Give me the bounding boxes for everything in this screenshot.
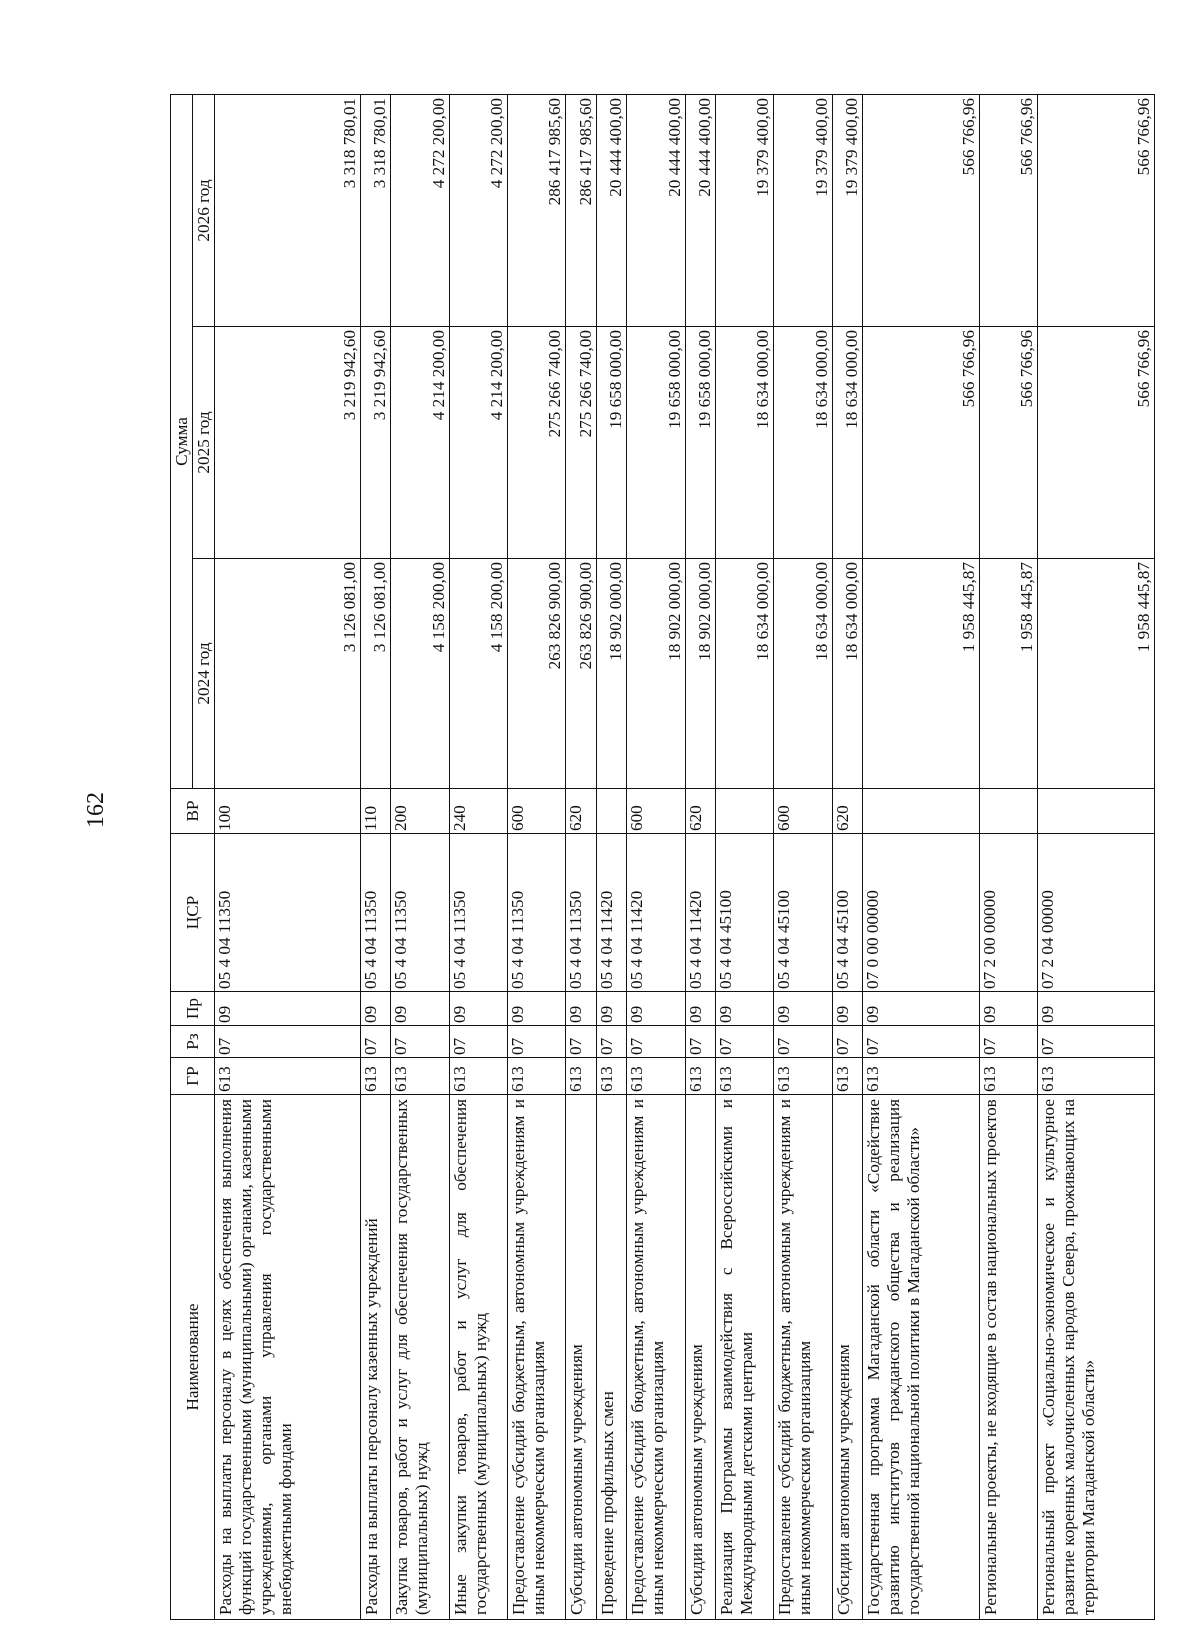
- table-row: [391, 94, 449, 1619]
- row-pr: 09: [627, 992, 685, 1026]
- table-row: [979, 94, 1037, 1619]
- row-name: Субсидии автономным учреждениям: [832, 1095, 862, 1620]
- row-sum-2026: 566 766,96: [1038, 94, 1155, 326]
- row-rz: 07: [596, 1026, 626, 1058]
- header-name: Наименование: [171, 1095, 215, 1620]
- row-sum-2026: 19 379 400,00: [832, 94, 862, 326]
- row-sum-2024: 263 826 900,00: [566, 559, 596, 789]
- row-rz: 07: [391, 1026, 449, 1058]
- row-gr: 613: [716, 1058, 774, 1095]
- page-number: 162: [83, 792, 109, 828]
- row-gr: 613: [1038, 1058, 1155, 1095]
- row-csr: 07 2 04 00000: [1038, 834, 1155, 992]
- row-sum-2026: 20 444 400,00: [627, 94, 685, 326]
- row-vr: 600: [627, 789, 685, 834]
- row-name: Субсидии автономным учреждениям: [566, 1095, 596, 1620]
- row-sum-2025: 18 634 000,00: [716, 327, 774, 559]
- row-name: Расходы на выплаты персоналу казенных учреждений: [360, 1095, 390, 1620]
- table-row: [215, 94, 361, 1619]
- table-row: [627, 94, 685, 1619]
- table-row: [566, 94, 596, 1619]
- row-sum-2024: 4 158 200,00: [449, 559, 507, 789]
- row-sum-2026: 3 318 780,01: [215, 94, 361, 326]
- row-sum-2025: 3 219 942,60: [360, 327, 390, 559]
- row-pr: 09: [832, 992, 862, 1026]
- row-csr: 05 4 04 11350: [507, 834, 565, 992]
- row-vr: 600: [774, 789, 832, 834]
- row-vr: [979, 789, 1037, 834]
- row-pr: 09: [863, 992, 980, 1026]
- table-row: [507, 94, 565, 1619]
- row-sum-2025: 18 634 000,00: [832, 327, 862, 559]
- row-csr: 05 4 04 45100: [716, 834, 774, 992]
- row-gr: 613: [566, 1058, 596, 1095]
- row-sum-2025: 4 214 200,00: [391, 327, 449, 559]
- row-sum-2025: 275 266 740,00: [507, 327, 565, 559]
- row-pr: 09: [566, 992, 596, 1026]
- table-row: [832, 94, 862, 1619]
- row-sum-2024: 3 126 081,00: [215, 559, 361, 789]
- row-rz: 07: [566, 1026, 596, 1058]
- row-sum-2025: 19 658 000,00: [596, 327, 626, 559]
- table-row: [360, 94, 390, 1619]
- row-sum-2024: 1 958 445,87: [979, 559, 1037, 789]
- row-name: Региональные проекты, не входящие в состав национальных проектов: [979, 1095, 1037, 1620]
- row-pr: 09: [507, 992, 565, 1026]
- table-row: [1038, 94, 1155, 1619]
- row-rz: 07: [360, 1026, 390, 1058]
- row-vr: 620: [832, 789, 862, 834]
- row-rz: 07: [685, 1026, 715, 1058]
- row-pr: 09: [685, 992, 715, 1026]
- row-sum-2024: 4 158 200,00: [391, 559, 449, 789]
- row-sum-2026: 20 444 400,00: [685, 94, 715, 326]
- row-sum-2025: 275 266 740,00: [566, 327, 596, 559]
- row-sum-2025: 19 658 000,00: [685, 327, 715, 559]
- row-sum-2025: 566 766,96: [979, 327, 1037, 559]
- row-rz: 07: [1038, 1026, 1155, 1058]
- row-name: Закупка товаров, работ и услуг для обеспечения государственных (муниципальных) нужд: [391, 1095, 449, 1620]
- row-sum-2024: 263 826 900,00: [507, 559, 565, 789]
- row-name: Проведение профильных смен: [596, 1095, 626, 1620]
- table-row: [596, 94, 626, 1619]
- budget-table: [170, 94, 1155, 1620]
- row-sum-2024: 18 902 000,00: [685, 559, 715, 789]
- row-sum-2026: 4 272 200,00: [449, 94, 507, 326]
- row-rz: 07: [979, 1026, 1037, 1058]
- row-gr: 613: [391, 1058, 449, 1095]
- header-rz: Рз: [171, 1026, 215, 1058]
- header-2024: 2024 год: [193, 559, 215, 789]
- row-vr: 600: [507, 789, 565, 834]
- row-sum-2025: 19 658 000,00: [627, 327, 685, 559]
- row-vr: 100: [215, 789, 361, 834]
- row-gr: 613: [774, 1058, 832, 1095]
- header-sum: Сумма: [171, 94, 193, 788]
- row-name: Реализация Программы взаимодействия с Всероссийскими и Международными детскими центрами: [716, 1095, 774, 1620]
- row-vr: [596, 789, 626, 834]
- row-csr: 05 4 04 11350: [391, 834, 449, 992]
- row-gr: 613: [832, 1058, 862, 1095]
- row-csr: 05 4 04 11420: [685, 834, 715, 992]
- row-sum-2024: 18 634 000,00: [716, 559, 774, 789]
- row-sum-2025: 4 214 200,00: [449, 327, 507, 559]
- row-gr: 613: [360, 1058, 390, 1095]
- row-sum-2024: 1 958 445,87: [863, 559, 980, 789]
- row-name: Региональный проект «Социально-экономическое и культурное развитие коренных малочисленных народов Севера, проживающих на территории Магаданской области»: [1038, 1095, 1155, 1620]
- row-name: Предоставление субсидий бюджетным, автономным учреждениям и иным некоммерческим организациям: [774, 1095, 832, 1620]
- row-csr: 05 4 04 11350: [449, 834, 507, 992]
- row-gr: 613: [685, 1058, 715, 1095]
- row-name: Иные закупки товаров, работ и услуг для обеспечения государственных (муниципальных) нужд: [449, 1095, 507, 1620]
- row-sum-2024: 1 958 445,87: [1038, 559, 1155, 789]
- row-csr: 07 2 00 00000: [979, 834, 1037, 992]
- row-sum-2025: 566 766,96: [1038, 327, 1155, 559]
- table-row: [685, 94, 715, 1619]
- row-pr: 09: [449, 992, 507, 1026]
- row-sum-2024: 18 902 000,00: [596, 559, 626, 789]
- row-csr: 05 4 04 45100: [832, 834, 862, 992]
- row-sum-2024: 18 902 000,00: [627, 559, 685, 789]
- row-sum-2026: 20 444 400,00: [596, 94, 626, 326]
- table-row: [449, 94, 507, 1619]
- row-pr: 09: [716, 992, 774, 1026]
- row-csr: 05 4 04 11420: [627, 834, 685, 992]
- row-csr: 05 4 04 45100: [774, 834, 832, 992]
- row-vr: 110: [360, 789, 390, 834]
- row-sum-2025: 18 634 000,00: [774, 327, 832, 559]
- row-pr: 09: [391, 992, 449, 1026]
- row-gr: 613: [449, 1058, 507, 1095]
- row-rz: 07: [507, 1026, 565, 1058]
- row-rz: 07: [449, 1026, 507, 1058]
- row-name: Расходы на выплаты персоналу в целях обеспечения выполнения функций государственными (муниципальными) органами, казенными учреждениями, органами управления государственными внебюджетными фондами: [215, 1095, 361, 1620]
- row-sum-2026: 566 766,96: [979, 94, 1037, 326]
- header-2025: 2025 год: [193, 327, 215, 559]
- row-name: Субсидии автономным учреждениям: [685, 1095, 715, 1620]
- table-row: [716, 94, 774, 1619]
- row-vr: 240: [449, 789, 507, 834]
- row-csr: 05 4 04 11350: [215, 834, 361, 992]
- header-gr: ГР: [171, 1058, 215, 1095]
- row-pr: 09: [979, 992, 1037, 1026]
- row-sum-2024: 18 634 000,00: [774, 559, 832, 789]
- row-sum-2026: 286 417 985,60: [566, 94, 596, 326]
- row-sum-2024: 3 126 081,00: [360, 559, 390, 789]
- row-rz: 07: [832, 1026, 862, 1058]
- row-name: Предоставление субсидий бюджетным, автономным учреждениям и иным некоммерческим организациям: [507, 1095, 565, 1620]
- row-gr: 613: [596, 1058, 626, 1095]
- row-sum-2026: 19 379 400,00: [716, 94, 774, 326]
- row-sum-2026: 4 272 200,00: [391, 94, 449, 326]
- row-pr: 09: [596, 992, 626, 1026]
- row-csr: 05 4 04 11350: [566, 834, 596, 992]
- header-2026: 2026 год: [193, 94, 215, 326]
- table-row: [774, 94, 832, 1619]
- row-rz: 07: [863, 1026, 980, 1058]
- row-gr: 613: [863, 1058, 980, 1095]
- rotated-table-container: [170, 95, 1155, 1620]
- row-rz: 07: [627, 1026, 685, 1058]
- row-vr: [716, 789, 774, 834]
- row-gr: 613: [507, 1058, 565, 1095]
- header-pr: Пр: [171, 992, 215, 1026]
- row-sum-2024: 18 634 000,00: [832, 559, 862, 789]
- row-gr: 613: [627, 1058, 685, 1095]
- table-row: [863, 94, 980, 1619]
- row-rz: 07: [774, 1026, 832, 1058]
- row-name: Государственная программа Магаданской области «Содействие развитию институтов гражданского общества и реализация государственной национальной политики в Магаданской области»: [863, 1095, 980, 1620]
- row-csr: 05 4 04 11350: [360, 834, 390, 992]
- row-vr: [863, 789, 980, 834]
- row-sum-2026: 566 766,96: [863, 94, 980, 326]
- header-csr: ЦСР: [171, 834, 215, 992]
- row-pr: 09: [774, 992, 832, 1026]
- row-name: Предоставление субсидий бюджетным, автономным учреждениям и иным некоммерческим организациям: [627, 1095, 685, 1620]
- row-sum-2026: 19 379 400,00: [774, 94, 832, 326]
- row-pr: 09: [1038, 992, 1155, 1026]
- row-vr: [1038, 789, 1155, 834]
- row-gr: 613: [979, 1058, 1037, 1095]
- row-csr: 07 0 00 00000: [863, 834, 980, 992]
- row-sum-2025: 566 766,96: [863, 327, 980, 559]
- row-vr: 620: [685, 789, 715, 834]
- row-rz: 07: [215, 1026, 361, 1058]
- row-csr: 05 4 04 11420: [596, 834, 626, 992]
- header-vr: ВР: [171, 789, 215, 834]
- row-pr: 09: [215, 992, 361, 1026]
- row-sum-2025: 3 219 942,60: [215, 327, 361, 559]
- row-pr: 09: [360, 992, 390, 1026]
- row-gr: 613: [215, 1058, 361, 1095]
- row-vr: 620: [566, 789, 596, 834]
- row-sum-2026: 3 318 780,01: [360, 94, 390, 326]
- row-vr: 200: [391, 789, 449, 834]
- table-body: [215, 94, 1155, 1619]
- row-rz: 07: [716, 1026, 774, 1058]
- row-sum-2026: 286 417 985,60: [507, 94, 565, 326]
